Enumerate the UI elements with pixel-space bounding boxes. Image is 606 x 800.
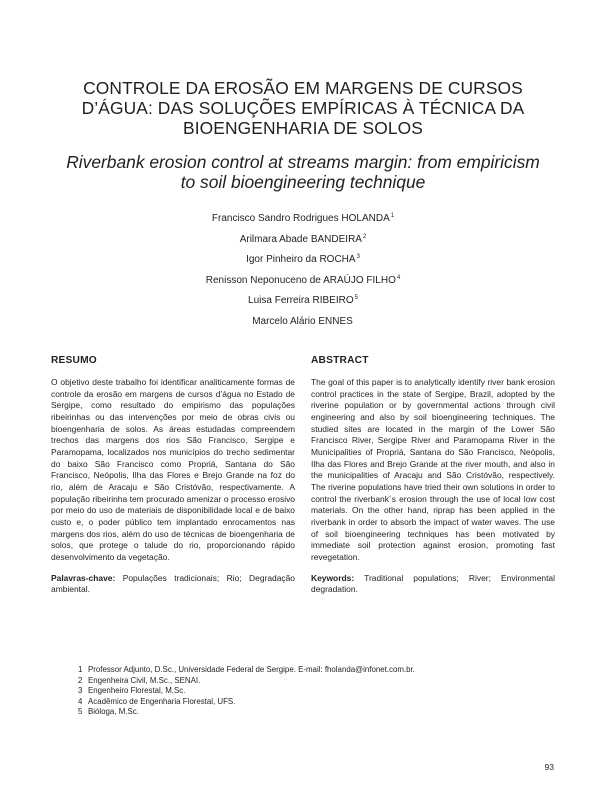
author-name: Igor Pinheiro da ROCHA — [246, 254, 356, 265]
footnote-number: 5 — [78, 707, 83, 717]
title-portuguese — [40, 78, 566, 138]
author-affiliation-ref: 3 — [356, 254, 360, 260]
keywords-text: Populações tradicionais; Rio; Degradação ambiental. — [51, 572, 295, 595]
footnote-text: Professor Adjunto, D.Sc., Universidade Federal de Sergipe. E-mail: fholanda@infonet.com.br. — [88, 665, 415, 674]
resumo-body: O objetivo deste trabalho foi identificar analiticamente formas de controle da erosão em margens de cursos d’água no Estado de Sergipe, como resultado do empirismo das populações ribeirinhas ou das intervenções por meio de obras civis ou bioengenharia de solos. As áreas estudadas compreendem trechos das margens dos rios São Francisco, Sergipe e Paramopama, localizados nos municípios do trecho sedimentar do baixo São Francisco como Propriá, Santana do São Francisco, Neópolis, Ilha das Flores e Brejo Grande na foz do rio, além de Aracaju e São Cristóvão, respectivamente. A população ribeirinha tem procurado amenizar o processo erosivo por meio do uso de materiais de disponibilidade local e de baixo custo e, o poder público tem implantado enrocamentos nas margens dos rios, além do uso de técnicas de bioengenharia de solos, que protege o talude do rio, proporcionando rápido desenvolvimento da vegetação. — [51, 377, 295, 562]
footnote-text: Bióloga, M.Sc. — [88, 707, 139, 717]
author-name: Francisco Sandro Rodrigues HOLANDA — [211, 213, 390, 224]
footnote — [78, 665, 528, 676]
footnote-number: 1 — [78, 665, 83, 674]
footnote — [78, 707, 528, 718]
page-number: 93 — [544, 762, 554, 772]
abstract-heading: ABSTRACT — [311, 355, 369, 366]
keywords-label: Keywords: — [311, 572, 355, 583]
resumo-keywords — [51, 573, 295, 596]
author — [0, 206, 606, 227]
footnote-number: 3 — [78, 686, 83, 696]
title-pt-line: BIOENGENHARIA DE SOLOS — [183, 118, 423, 138]
footnote-number: 2 — [78, 675, 83, 685]
footnote — [78, 686, 528, 697]
author-affiliation-ref: 4 — [396, 274, 401, 281]
author-name: Marcelo Alário ENNES — [252, 315, 353, 327]
author — [0, 268, 606, 289]
title-english — [40, 152, 566, 192]
author — [0, 309, 606, 330]
keywords-label: Palavras-chave: — [51, 572, 116, 583]
footnotes — [78, 665, 528, 718]
abstract-keywords — [311, 573, 555, 596]
title-en-line: to soil bioengineering technique — [180, 172, 426, 192]
keywords-text: Traditional populations; River; Environmental degradation. — [311, 572, 555, 595]
author-name: Renisson Neponuceno de ARAÚJO FILHO — [205, 274, 396, 286]
author-name: Luisa Ferreira RIBEIRO — [248, 295, 354, 306]
resumo-heading: RESUMO — [51, 355, 97, 366]
resumo-section — [51, 355, 295, 596]
author-name: Arilmara Abade BANDEIRA — [239, 233, 362, 245]
author — [0, 227, 606, 248]
abstract-section — [311, 355, 555, 596]
title-en-line: Riverbank erosion control at streams margin: from empiricism — [66, 152, 540, 172]
title-pt-line: D’ÁGUA: DAS SOLUÇÕES EMPÍRICAS À TÉCNICA DA — [81, 98, 525, 118]
abstract-body: The goal of this paper is to analytically identify river bank erosion control practices in the state of Sergipe, Brazil, adopted by the riverine population or by governmental actions through civil engineering and also by soil bioengineering techniques. The studied sites are located in the margin of the Lower São Francisco River, Sergipe River and Paramopama River in the Municipalities of Propriá, Santana do São Francisco, Neópolis, Ilha das Flores and Brejo Grande at the river mouth, and also in the municipalities of Aracaju and São Cristóvão, respectively. The riverine populations have tried their own solutions in order to control the riverbank´s erosion through the use of local low cost materials. On the other hand, riprap has been applied in the riverbank in order to absorb the impact of water waves. The use of soil bioengineering techniques has been motivated by immediate soil protection against erosion, promoting fast revegetation. — [311, 377, 555, 562]
author — [0, 288, 606, 309]
footnote-text: Engenheiro Florestal, M.Sc. — [88, 686, 186, 696]
footnote — [78, 676, 528, 687]
footnote-text: Engenheira Civil, M.Sc., SENAI. — [88, 675, 201, 685]
title-pt-line: CONTROLE DA EROSÃO EM MARGENS DE CURSOS — [83, 78, 523, 98]
author — [0, 247, 606, 268]
author-list — [0, 206, 606, 329]
footnote-number: 4 — [78, 696, 83, 706]
author-affiliation-ref: 1 — [390, 213, 395, 219]
footnote-text: Acadêmico de Engenharia Florestal, UFS. — [88, 696, 236, 706]
author-affiliation-ref: 2 — [362, 233, 367, 240]
footnote — [78, 697, 528, 708]
author-affiliation-ref: 5 — [354, 295, 358, 301]
